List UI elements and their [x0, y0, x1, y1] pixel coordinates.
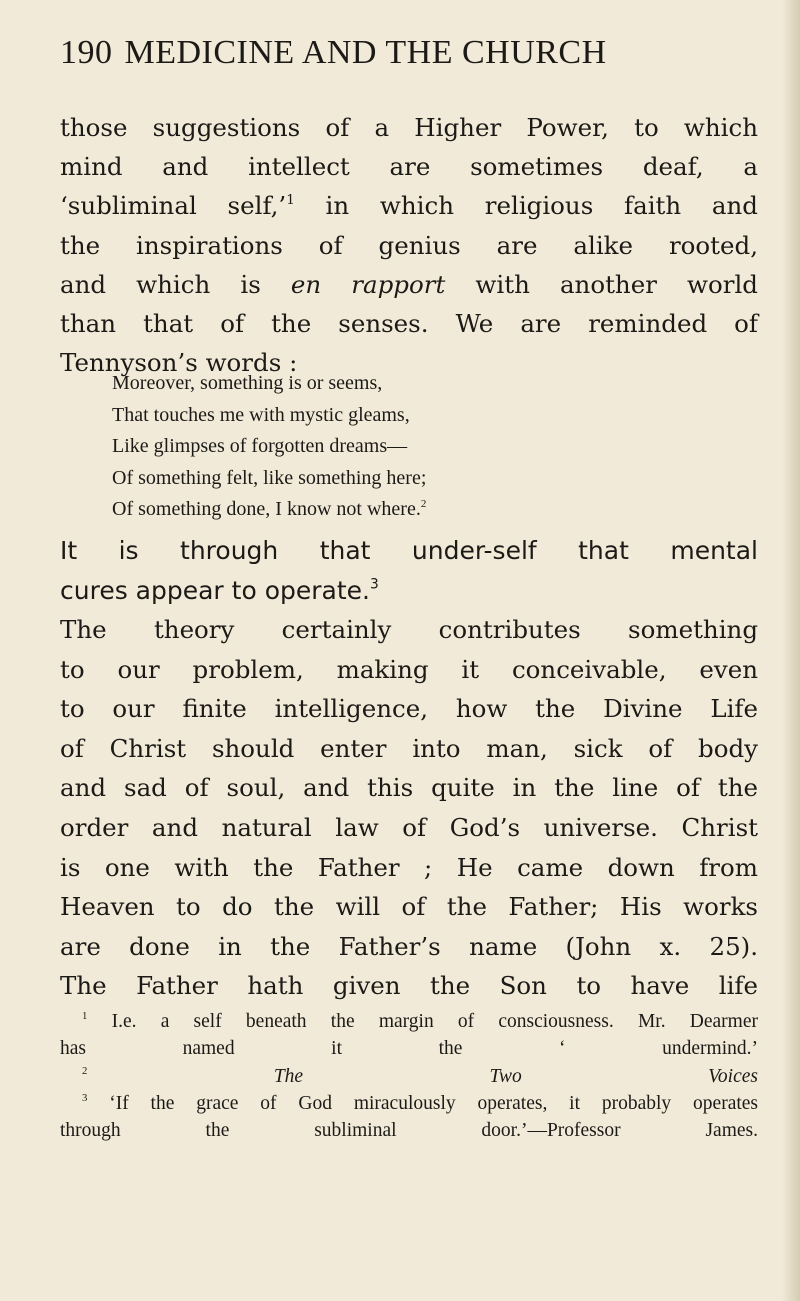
text-line: Tennyson’s words :: [60, 348, 298, 378]
text-line: mind and intellect are sometimes deaf, a: [60, 152, 758, 182]
verse-line: That touches me with mystic gleams,: [112, 403, 410, 426]
footnote-3: [60, 1090, 758, 1117]
text-line: are done in the Father’s name (John x. 25).: [60, 931, 758, 961]
text-line: to our finite intelligence, how the Divine Life: [60, 694, 758, 724]
text-line: of Christ should enter into man, sick of body: [60, 733, 758, 763]
text-line: The Father hath given the Son to have life: [60, 971, 758, 1001]
page-edge-shadow: [782, 0, 800, 1301]
verse-line: Like glimpses of forgotten dreams—: [112, 435, 408, 457]
text-fragment: Of something done, I know not where.: [112, 498, 421, 520]
text-fragment: in which religious faith and: [294, 191, 758, 221]
italic-phrase: en rapport: [290, 269, 446, 299]
verse-line: Moreover, something is or seems,: [112, 372, 383, 394]
text-line: It is through that under-self that mental: [60, 536, 758, 565]
paragraph-1: [60, 108, 758, 382]
footnote-text: I.e. a self beneath the margin of consciousness. Mr. Dearmer: [111, 1011, 758, 1032]
footnote-1-continued: has named it the ‘ undermind.’: [60, 1038, 758, 1060]
footnote-mark: 1: [82, 1009, 88, 1022]
footnote-title: The Two Voices: [273, 1065, 758, 1087]
text-line: [60, 571, 758, 611]
text-line: those suggestions of a Higher Power, to which: [60, 113, 758, 142]
text-line: Heaven to do the will of the Father; His works: [60, 892, 758, 922]
text-line: order and natural law of God’s universe. Christ: [60, 812, 758, 842]
text-line: [60, 265, 758, 304]
verse-line: [112, 494, 712, 526]
footnotes: [60, 1008, 758, 1144]
text-line: is one with the Father ; He came down from: [60, 852, 758, 882]
text-line: the inspirations of genius are alike rooted,: [60, 230, 758, 260]
footnote-mark: 2: [82, 1064, 88, 1077]
text-fragment: and which is: [60, 269, 291, 299]
text-line: [60, 186, 758, 225]
footnote-ref-2: 2: [420, 497, 427, 510]
text-line: and sad of soul, and this quite in the line of the: [60, 773, 758, 803]
running-title: MEDICINE AND THE CHURCH: [124, 34, 607, 71]
footnote-mark: 3: [82, 1091, 88, 1104]
verse-line: Of something felt, like something here;: [112, 466, 427, 489]
paragraph-2: [60, 531, 758, 610]
running-head: [60, 34, 760, 72]
text-line: than that of the senses. We are reminded of: [60, 309, 758, 339]
footnote-ref-1: 1: [286, 192, 295, 209]
text-fragment: cures appear to operate.: [60, 575, 370, 605]
page-number: 190: [60, 34, 113, 71]
footnote-1: [60, 1008, 758, 1035]
text-fragment: with another world: [445, 269, 758, 299]
footnote-3-continued: through the subliminal door.’—Professor James.: [60, 1120, 758, 1142]
paragraph-3: [60, 610, 758, 1006]
text-line: to our problem, making it conceivable, even: [60, 654, 758, 684]
footnote-2: [60, 1063, 758, 1090]
footnote-text: ‘If the grace of God miraculously operates, it probably operates: [109, 1092, 759, 1114]
footnote-ref-3: 3: [369, 576, 379, 593]
text-line: The theory certainly contributes something: [60, 615, 758, 644]
verse-quotation: [112, 368, 712, 526]
quoted-term: ‘subliminal self,’: [60, 191, 287, 221]
